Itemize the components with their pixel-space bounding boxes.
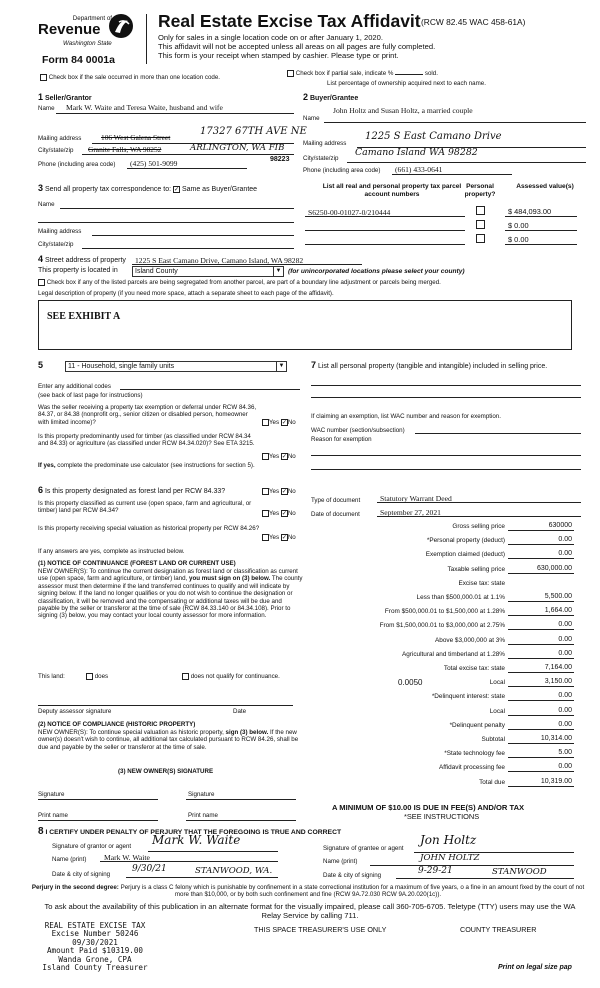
tax-row-underline — [508, 672, 574, 673]
buyer-heading — [303, 92, 358, 102]
exemption-yes-checkbox[interactable] — [262, 419, 269, 426]
correspondence-heading-num: 3 — [38, 183, 44, 193]
does-check — [86, 673, 108, 681]
no-label: No — [287, 419, 296, 427]
timber-no-checkbox[interactable] — [281, 453, 288, 460]
if-yes-text: complete the predominate use calculator (see instructions for section 5). — [57, 462, 255, 469]
forest-answer — [262, 488, 296, 496]
tax-row-value[interactable]: 5.00 — [558, 749, 572, 757]
use-code-value: 11 - Household, single family units — [68, 363, 175, 370]
current-use-no-checkbox[interactable] — [281, 510, 288, 517]
buyer-heading-label: Buyer/Grantee — [309, 95, 359, 102]
parcel-account-3[interactable] — [305, 244, 465, 245]
county-select-value: Island County — [135, 268, 178, 275]
revenue-logo-icon — [108, 12, 134, 40]
buyer-name-label: Name — [303, 115, 320, 122]
doc-type[interactable]: Statutory Warrant Deed — [380, 494, 452, 503]
form-rcw: (RCW 82.45 WAC 458-61A) — [421, 17, 526, 27]
doc-type-label: Type of document — [311, 497, 361, 504]
seller-heading-label: Seller/Grantor — [44, 95, 92, 102]
tax-row-value[interactable]: 10,319.00 — [540, 777, 572, 785]
historic-question: Is this property receiving special valuation as historical property per RCW 84.26? — [38, 525, 260, 532]
same-as-buyer-checkbox[interactable] — [173, 186, 180, 193]
legal-description-box[interactable] — [38, 300, 572, 350]
tax-row-value[interactable]: 0.00 — [558, 720, 572, 728]
certify-text: I CERTIFY UNDER PENALTY OF PERJURY THAT THE FOREGOING IS TRUE AND CORRECT — [45, 829, 342, 836]
tax-row-underline — [508, 658, 574, 659]
historic-answer — [262, 534, 296, 542]
stamp-line: 09/30/2021 — [72, 937, 118, 947]
tax-row-value[interactable]: 0.00 — [558, 536, 572, 544]
grantor-signature-label: Signature of grantor or agent — [52, 843, 132, 850]
sold-label: sold. — [424, 70, 438, 78]
header-note1: Only for sales in a single location code on or after January 1, 2020. — [158, 33, 383, 42]
check-mark: ✓ — [281, 489, 287, 495]
parcel-col-accounts: List all real and personal property tax parcel account numbers — [322, 183, 462, 198]
multi-location-checkbox[interactable] — [40, 74, 47, 81]
historic-yes-checkbox[interactable] — [262, 534, 269, 541]
grantor-signature[interactable]: Mark W. Waite — [152, 833, 241, 847]
check-mark: ✓ — [281, 535, 287, 541]
correspondence-city-label: City/state/zip — [38, 241, 74, 248]
multi-location-label: Check box if the sale occurred in more than one location code. — [48, 74, 221, 82]
correspondence-mailing-label: Mailing address — [38, 228, 82, 235]
legal-description-label: Legal description of property (if you need more space, attach a separate sheet to each page of the affidavit). — [38, 290, 334, 297]
exemption-no-checkbox[interactable] — [281, 419, 288, 426]
tax-row-value[interactable]: 630,000.00 — [536, 564, 572, 572]
if-yes-label: If yes, — [38, 462, 56, 469]
header-note2: This affidavit will not be accepted unless all areas on all pages are fully completed. — [158, 42, 436, 51]
seller-name-label: Name — [38, 105, 55, 112]
tax-row-label: Less than $500,000.01 at 1.1% — [416, 594, 505, 601]
tax-row-value[interactable]: 0.00 — [558, 621, 572, 629]
segregated-label: Check box if any of the listed parcels are being segregated from another parcel, are part of a boundary line adjustment or parcels being merged. — [46, 279, 441, 287]
partial-sale-check[interactable] — [287, 70, 438, 78]
tax-row-underline — [508, 615, 574, 616]
same-as-buyer-check-mark: ✓ — [174, 186, 180, 193]
tax-row-label: *State technology fee — [444, 750, 505, 758]
property-heading-num: 4 — [38, 254, 44, 264]
minimum-due-note: A MINIMUM OF $10.00 IS DUE IN FEE(S) AND/OR TAX — [332, 803, 525, 812]
property-street-row — [38, 254, 126, 264]
form-number: Form 84 0001a — [42, 54, 115, 66]
tax-row-value[interactable]: 0.00 — [558, 692, 572, 700]
parcel-personal-checkbox-3[interactable] — [476, 234, 485, 243]
yes-label: Yes — [269, 419, 280, 427]
tax-row-value[interactable]: 0.00 — [558, 706, 572, 714]
tax-row-underline — [508, 573, 574, 574]
owner-signature-label-1: Signature — [38, 791, 65, 798]
tax-row-value[interactable]: 0.00 — [558, 763, 572, 771]
seller-phone[interactable]: (425) 501-9099 — [130, 159, 178, 168]
check-mark: ✓ — [281, 454, 287, 460]
ownership-pct-note: List percentage of ownership acquired next to each name. — [327, 80, 486, 87]
same-as-buyer-label: Same as Buyer/Grantee — [181, 186, 258, 193]
exemption-claim-label: If claiming an exemption, list WAC number and reason for exemption. — [311, 413, 501, 420]
parcel-col-personal: Personal property? — [464, 183, 496, 198]
perjury-text: Perjury is a class C felony which is punishable by confinement in a state correctional institution for a maximum of five years, o a fine in an amount fixed by the court of not more than $10,000, or by both such confinement and fine (RCW 9A.72.030 RCW 9A.20.020(1c)). — [120, 884, 585, 899]
tax-row-value[interactable]: 5,500.00 — [544, 593, 572, 600]
wac-field[interactable] — [415, 433, 581, 434]
notice-compliance-bold: sign (3) below. — [225, 729, 269, 736]
county-select[interactable] — [132, 266, 284, 277]
parcel-account-1[interactable]: S6250-00-01027-0/210444 — [308, 208, 391, 217]
parcel-col-assessed: Assessed value(s) — [516, 183, 574, 190]
correspondence-name-field[interactable] — [60, 208, 294, 209]
exemption-reason-label: Reason for exemption — [311, 436, 372, 443]
buyer-city-label: City/state/zip — [303, 155, 339, 162]
tax-row-underline — [508, 629, 574, 630]
exemption-answer — [262, 419, 296, 427]
segregated-check[interactable] — [38, 279, 598, 287]
tax-row-label: *Personal property (deduct) — [426, 537, 505, 545]
property-street[interactable]: 1225 S East Camano Drive, Camano Island, WA 98282 — [135, 256, 304, 265]
no-label: No — [287, 534, 296, 542]
doc-date[interactable]: September 27, 2021 — [380, 508, 441, 517]
dept-line1: Department of — [72, 15, 112, 22]
current-use-answer — [262, 510, 296, 518]
check-mark: ✓ — [281, 420, 287, 426]
notice-continuance-pre: NEW OWNER(S): To continue the current designation as forest land or classification as current use (open space, farm and agriculture, or timber) land, — [38, 568, 298, 583]
header-note3: This form is your receipt when stamped by cashier. Please type or print. — [158, 51, 399, 60]
timber-question: Is this property predominantly used for timber (as classified under RCW 84.34 and 84.33) or agriculture (as classified under RCW 84.34.020)? See ETA 3215. — [38, 433, 255, 448]
seller-heading-num: 1 — [38, 92, 44, 102]
tax-row-value[interactable]: 7,164.00 — [544, 664, 572, 671]
no-label: No — [287, 453, 296, 461]
notice-compliance-pre: NEW OWNER(S): To continue special valuation as historic property, — [38, 729, 224, 736]
tax-row-label: Local — [489, 707, 505, 715]
yes-label: Yes — [269, 453, 280, 461]
tax-row-underline — [508, 601, 574, 602]
tax-row-underline — [508, 757, 574, 758]
does-not-qualify-checkbox[interactable] — [182, 673, 189, 680]
section5-num: 5 — [38, 360, 44, 370]
owner-signature-field-1[interactable] — [38, 799, 158, 800]
grantee-name-label: Name (print) — [323, 858, 358, 865]
stamp-line: Excise Number 50246 — [51, 929, 139, 939]
tax-row-underline — [508, 771, 574, 772]
forest-question-text: Is this property designated as forest land per RCW 84.33? — [44, 488, 226, 495]
grantee-city[interactable]: STANWOOD — [492, 867, 547, 877]
tax-row-label: Subtotal — [481, 736, 505, 743]
tax-row-underline — [508, 558, 574, 559]
tax-row-label: Exemption claimed (deduct) — [425, 551, 505, 559]
tax-row-label: Affidavit processing fee — [439, 764, 505, 772]
parcel-value-1[interactable]: $ 484,093.00 — [508, 207, 552, 216]
doc-date-label: Date of document — [311, 511, 360, 518]
unincorporated-note: (for unincorporated locations please select your county) — [288, 268, 465, 275]
parcel-account-2[interactable] — [305, 230, 465, 231]
seller-mailing-typed: 106 West Galena Street — [101, 133, 171, 142]
buyer-phone[interactable]: (661) 433-0641 — [395, 165, 443, 174]
deputy-signature-label: Deputy assessor signature — [38, 708, 112, 715]
parcel-personal-checkbox-2[interactable] — [476, 220, 485, 229]
tax-row-underline — [508, 530, 574, 531]
tax-row-value[interactable]: 3,150.00 — [544, 678, 572, 686]
notice-continuance-post: The county assessor must then determine if the land transferred continues to qualify and will indicate by signing below. If the land no longer qualifies or you do not wish to continue the designation or classification, it will be removed and the compensating or additional taxes will be due and payable by the seller or transferor at the time of sale (RCW 84.33.140 or 84.34.108). Prior to signing (3) below, you may contact your local county assessor for more information. — [38, 575, 303, 620]
see-instructions-note: *SEE INSTRUCTIONS — [404, 812, 480, 821]
grantee-date[interactable]: 9-29-21 — [418, 866, 453, 876]
seller-city-handwritten[interactable]: ARLINGTON, WA FIB — [190, 143, 285, 153]
grantor-date[interactable]: 9/30/21 — [132, 864, 167, 874]
tax-row-label: Gross selling price — [452, 523, 505, 530]
parcel-personal-checkbox-1[interactable] — [476, 206, 485, 215]
grantee-name[interactable]: JOHN HOLTZ — [420, 853, 480, 863]
yes-label: Yes — [269, 488, 280, 496]
correspondence-heading — [38, 183, 257, 193]
tax-row-value[interactable]: 0.00 — [558, 649, 572, 657]
chevron-down-icon: ▼ — [273, 267, 283, 276]
buyer-city-handwritten[interactable]: Camano Island WA 98282 — [355, 147, 478, 158]
personal-property-field[interactable] — [311, 385, 581, 386]
tax-row-label: Agricultural and timberland at 1.28% — [401, 650, 505, 658]
treasurer-use-label: THIS SPACE TREASURER'S USE ONLY — [254, 925, 387, 934]
dept-logo-text: Revenue — [38, 21, 101, 38]
does-not-label: does not qualify for continuance. — [190, 673, 280, 681]
section8-num: 8 — [38, 826, 44, 837]
county-treasurer-label: COUNTY TREASURER — [460, 925, 537, 934]
tax-row-label: Total excise tax: state — [443, 665, 505, 672]
tax-row-label: Above $3,000,000 at 3% — [435, 636, 505, 644]
local-tax-rate[interactable]: 0.0050 — [398, 678, 423, 688]
does-not-check — [182, 673, 280, 681]
timber-yes-checkbox[interactable] — [262, 453, 269, 460]
buyer-name[interactable]: John Holtz and Susan Holtz, a married couple — [333, 106, 473, 115]
seller-heading — [38, 92, 92, 102]
parcel-value-3[interactable]: $ 0.00 — [508, 235, 529, 244]
grantor-name[interactable]: Mark W. Waite — [104, 853, 150, 862]
tax-row-underline — [508, 700, 574, 701]
does-label: does — [94, 673, 109, 681]
buyer-phone-label: Phone (including area code) — [303, 167, 381, 174]
seller-mailing-handwritten[interactable]: 17327 67TH AVE NE — [200, 126, 307, 137]
notice-continuance-bold: you must sign on (3) below. — [189, 575, 271, 583]
tax-row-underline — [508, 715, 574, 716]
no-label: No — [287, 488, 296, 496]
tax-row-label: *Delinquent penalty — [449, 721, 505, 729]
tax-row-value[interactable]: 1,664.00 — [544, 607, 572, 615]
stamp-line: REAL ESTATE EXCISE TAX — [44, 921, 146, 930]
grantee-signature[interactable]: Jon Holtz — [420, 833, 477, 847]
correspondence-city-field[interactable] — [82, 248, 294, 249]
use-code-select[interactable] — [65, 361, 287, 372]
owner-print-field-1[interactable] — [38, 820, 158, 821]
seller-city-typed: Granite Falls, WA 98252 — [88, 145, 162, 154]
stamp-line: Amount Paid $10319.00 — [46, 946, 143, 956]
tax-row-label: Total due — [479, 778, 505, 786]
tax-row-underline — [508, 544, 574, 545]
buyer-mailing-label: Mailing address — [303, 140, 347, 147]
stamp-line: Island County Treasurer — [42, 963, 148, 973]
owner-print-field-2[interactable] — [186, 820, 296, 821]
yes-label: Yes — [269, 510, 280, 518]
correspondence-mailing-field[interactable] — [92, 235, 294, 236]
tax-row-underline — [508, 644, 574, 645]
tax-row-label: From $1,500,000.01 to $3,000,000 at 2.75% — [379, 622, 505, 630]
tax-row-value[interactable]: 10,314.00 — [540, 735, 572, 742]
notice-compliance-text — [38, 729, 304, 751]
buyer-heading-num: 2 — [303, 92, 309, 102]
tax-row-label: From $500,000.01 to $1,500,000 at 1.28% — [384, 608, 505, 616]
chevron-down-icon: ▼ — [276, 362, 286, 371]
seller-mailing-label: Mailing address — [38, 135, 82, 142]
tax-row-value[interactable]: 630000 — [548, 522, 572, 529]
property-street-label: Street address of property — [44, 257, 126, 264]
timber-answer — [262, 453, 296, 461]
personal-property-label: List all personal property (tangible and intangible) included in selling price. — [317, 363, 548, 370]
additional-codes-field[interactable] — [120, 389, 300, 390]
check-mark: ✓ — [281, 511, 287, 517]
owner-print-label-1: Print name — [38, 812, 68, 819]
perjury-note — [30, 884, 586, 899]
if-yes-instructions: If any answers are yes, complete as instructed below. — [38, 548, 185, 555]
header-divider — [146, 14, 147, 64]
current-use-question: Is this property classified as current use (open space, farm and agricultural, or timber) land per RCW 84.34? — [38, 500, 252, 515]
partial-sale-pct-field[interactable] — [395, 74, 423, 75]
no-label: No — [287, 510, 296, 518]
tax-row-underline — [508, 786, 574, 787]
grantor-name-label: Name (print) — [52, 856, 87, 863]
correspondence-heading-label: Send all property tax correspondence to: — [44, 186, 172, 193]
grantor-date-label: Date & city of signing — [52, 871, 111, 878]
buyer-mailing-handwritten[interactable]: 1225 S East Camano Drive — [365, 131, 502, 142]
does-qualify-checkbox[interactable] — [86, 673, 93, 680]
forest-no-checkbox[interactable] — [281, 488, 288, 495]
seller-name[interactable]: Mark W. Waite and Teresa Waite, husband and wife — [66, 103, 223, 112]
alt-format-note: To ask about the availability of this publication in an alternate format for the visually impaired, please call 360-705-6705. Teletype (TTY) users may use the WA Relay Service by calling 711. — [44, 902, 576, 920]
tax-row-underline — [508, 743, 574, 744]
seller-zip-handwritten: 98223 — [270, 156, 290, 163]
current-use-yes-checkbox[interactable] — [262, 510, 269, 517]
tax-row-label: Taxable selling price — [447, 565, 505, 573]
grantee-signature-label: Signature of grantee or agent — [323, 845, 404, 852]
treasurer-stamp — [40, 922, 150, 972]
historic-no-checkbox[interactable] — [281, 534, 288, 541]
tax-row-underline — [508, 729, 574, 730]
notice-continuance-text — [38, 568, 304, 620]
notice-continuance-title: (1) NOTICE OF CONTINUANCE (FOREST LAND OR CURRENT USE) — [38, 560, 236, 567]
notice-compliance-post: If the new owner(s) doesn't wish to continue, all additional tax calculated pursuant to RCW 84.26, shall be due and payable by the seller or transferor at the time of sale. — [38, 729, 299, 751]
personal-property-row — [311, 361, 581, 371]
owner-print-label-2: Print name — [188, 812, 218, 819]
notice-compliance-title: (2) NOTICE OF COMPLIANCE (HISTORIC PROPERTY) — [38, 721, 196, 728]
grantee-date-label: Date & city of signing — [323, 872, 382, 879]
partial-sale-label: Check box if partial sale, indicate % — [295, 70, 394, 78]
legal-size-note: Print on legal size pap — [498, 964, 572, 971]
tax-row-value[interactable]: 0.00 — [558, 550, 572, 558]
deputy-date-label: Date — [233, 708, 247, 715]
tax-row-label: *Delinquent interest: state — [431, 693, 505, 701]
tax-row-value[interactable]: 0.00 — [558, 635, 572, 643]
segregated-checkbox[interactable] — [38, 279, 45, 286]
seller-city-label: City/state/zip — [38, 147, 74, 154]
multi-location-check[interactable] — [40, 74, 220, 82]
parcel-value-2[interactable]: $ 0.00 — [508, 221, 529, 230]
new-owner-signature-title: (3) NEW OWNER(S) SIGNATURE — [118, 768, 214, 775]
tax-row-label: Excise tax: state — [458, 579, 505, 587]
owner-signature-field-2[interactable] — [186, 799, 296, 800]
stamp-line: Wanda Grone, CPA — [58, 954, 132, 964]
section7-num: 7 — [311, 360, 317, 370]
timber-if-yes — [38, 462, 298, 469]
deputy-signature-field[interactable] — [38, 705, 293, 706]
form-title: Real Estate Excise Tax Affidavit — [158, 11, 421, 31]
perjury-bold: Perjury in the second degree: — [31, 884, 119, 891]
owner-signature-label-2: Signature — [188, 791, 215, 798]
forest-yes-checkbox[interactable] — [262, 488, 269, 495]
legal-description: SEE EXHIBIT A — [47, 311, 121, 322]
grantor-city[interactable]: STANWOOD, WA. — [195, 866, 273, 876]
tax-row-underline — [508, 686, 574, 687]
correspondence-name-label: Name — [38, 201, 55, 208]
partial-sale-checkbox[interactable] — [287, 70, 294, 77]
wac-label: WAC number (section/subsection) — [311, 427, 405, 434]
yes-label: Yes — [269, 534, 280, 542]
section6-num: 6 — [38, 485, 44, 495]
additional-codes-label: Enter any additional codes — [38, 383, 111, 390]
dept-line3: Washington State — [63, 40, 112, 47]
seller-phone-label: Phone (including area code) — [38, 161, 116, 168]
forest-question — [38, 486, 225, 496]
property-located-label: This property is located in — [38, 267, 118, 274]
see-back-note: (see back of last page for instructions) — [38, 392, 143, 399]
tax-row-label: Local — [489, 679, 505, 687]
exemption-question: Was the seller receiving a property tax exemption or deferral under RCW 84.36, 84.37, or 84.38 (nonprofit org., senior citizen or disabled person, homeowner with limited income)? — [38, 404, 257, 426]
exemption-reason-field[interactable] — [311, 455, 581, 456]
this-land-label: This land: — [38, 673, 65, 680]
